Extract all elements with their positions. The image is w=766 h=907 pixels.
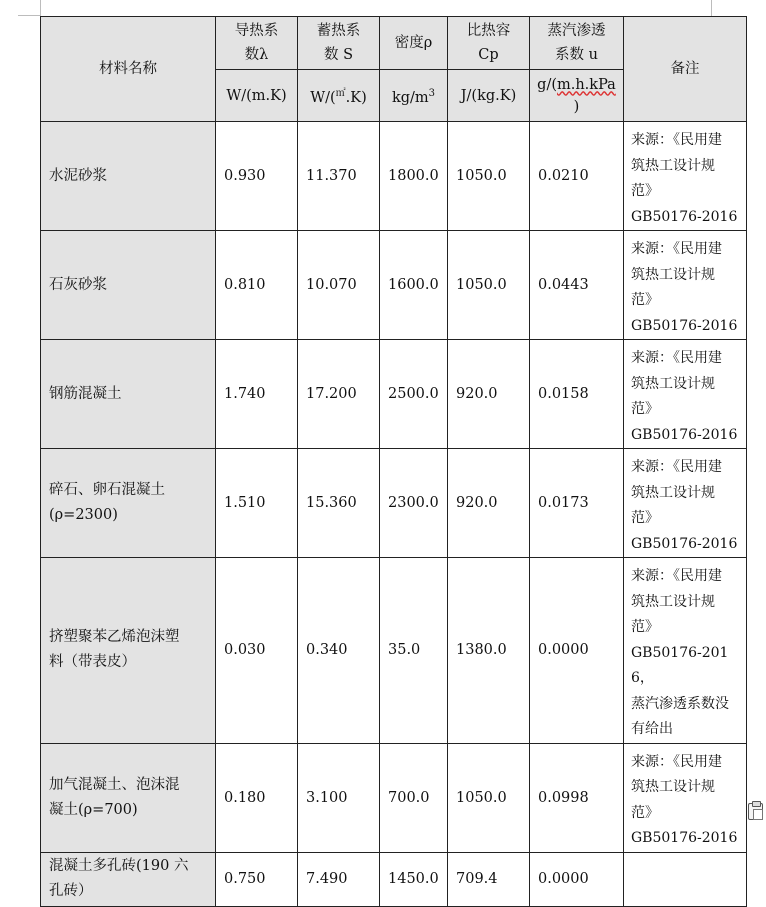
header-vapor-permeability bbox=[530, 17, 624, 70]
note-line: GB50176-2016 bbox=[631, 317, 738, 334]
note-line: 来源：《民用建 bbox=[631, 459, 722, 475]
note-line: 范》 bbox=[631, 804, 659, 821]
material-name-text: 石灰砂浆 bbox=[49, 276, 107, 293]
vapor-permeability-value: 0.0000 bbox=[530, 558, 624, 744]
vapor-permeability-value: 0.0210 bbox=[530, 122, 624, 231]
header-specific-heat-line1: 比热容 bbox=[466, 23, 511, 39]
unit-storage-sq: ㎡ bbox=[335, 87, 346, 99]
conductivity-value: 0.810 bbox=[216, 231, 298, 340]
note-line: GB50176-2016， bbox=[631, 644, 729, 686]
header-conductivity-line2: 数λ bbox=[244, 47, 269, 63]
note-cell bbox=[624, 743, 747, 852]
specific-heat-value: 920.0 bbox=[448, 340, 530, 449]
material-name-line: 碎石、卵石混凝土 bbox=[49, 482, 165, 498]
material-name-line: 料（带表皮） bbox=[49, 654, 136, 671]
note-line: 筑热工设计规 bbox=[631, 593, 715, 610]
specific-heat-value: 1050.0 bbox=[448, 743, 530, 852]
density-value: 700.0 bbox=[380, 743, 448, 852]
header-specific-heat bbox=[448, 17, 530, 70]
unit-vapor-mid: m.h.kPa bbox=[556, 76, 616, 93]
heat-storage-value: 10.070 bbox=[298, 231, 380, 340]
note-cell bbox=[624, 449, 747, 558]
note-line: 来源：《民用建 bbox=[631, 568, 722, 584]
note-line: 来源：《民用建 bbox=[631, 241, 722, 257]
note-line: 筑热工设计规 bbox=[631, 375, 715, 392]
unit-heat-storage bbox=[298, 70, 380, 122]
unit-storage-suffix: .K) bbox=[345, 89, 367, 106]
material-name bbox=[41, 558, 216, 744]
material-name-line: 孔砖） bbox=[49, 883, 93, 899]
material-name-line: 加气混凝土、泡沫混 bbox=[49, 776, 180, 793]
material-name-line: 凝土(ρ=700) bbox=[49, 801, 138, 818]
unit-vapor-suffix: ) bbox=[573, 98, 580, 115]
heat-storage-value: 15.360 bbox=[298, 449, 380, 558]
unit-conductivity: W/(m.K) bbox=[216, 70, 298, 122]
header-material-name: 材料名称 bbox=[41, 17, 216, 122]
header-row bbox=[41, 17, 747, 70]
note-line: 蒸汽渗透系数没 bbox=[631, 695, 729, 712]
vapor-permeability-value: 0.0000 bbox=[530, 852, 624, 906]
table-row bbox=[41, 231, 747, 340]
header-conductivity bbox=[216, 17, 298, 70]
header-vapor-line2: 系数 u bbox=[555, 47, 598, 63]
note-line: GB50176-2016 bbox=[631, 830, 738, 846]
table-row bbox=[41, 449, 747, 558]
header-specific-heat-line2: Cp bbox=[478, 47, 499, 63]
unit-specific-heat: J/(kg.K) bbox=[448, 70, 530, 122]
material-name-line: 混凝土多孔砖(190 六 bbox=[49, 858, 189, 874]
density-value: 35.0 bbox=[380, 558, 448, 744]
note-line: 筑热工设计规 bbox=[631, 484, 715, 501]
conductivity-value: 0.180 bbox=[216, 743, 298, 852]
material-name bbox=[41, 340, 216, 449]
margin-guide-right bbox=[711, 0, 712, 16]
table-row bbox=[41, 743, 747, 852]
note-line: 筑热工设计规 bbox=[631, 779, 715, 795]
note-line: 来源：《民用建 bbox=[631, 350, 722, 366]
note-line: GB50176-2016 bbox=[631, 426, 738, 443]
material-name-line: (ρ=2300) bbox=[49, 507, 118, 523]
heat-storage-value: 11.370 bbox=[298, 122, 380, 231]
header-storage-line1: 蓄热系 bbox=[316, 23, 361, 39]
heat-storage-value: 3.100 bbox=[298, 743, 380, 852]
material-name bbox=[41, 852, 216, 906]
note-line: 范》 bbox=[631, 292, 659, 308]
material-name-text: 水泥砂浆 bbox=[49, 167, 107, 184]
material-name bbox=[41, 122, 216, 231]
heat-storage-value: 7.490 bbox=[298, 852, 380, 906]
note-line: 范》 bbox=[631, 619, 659, 635]
heat-storage-value: 17.200 bbox=[298, 340, 380, 449]
heat-storage-value: 0.340 bbox=[298, 558, 380, 744]
note-line: 筑热工设计规 bbox=[631, 266, 715, 283]
header-vapor-line1: 蒸汽渗透 bbox=[547, 23, 606, 39]
unit-density bbox=[380, 70, 448, 122]
unit-density-exp: 3 bbox=[428, 87, 436, 99]
note-cell bbox=[624, 852, 747, 906]
unit-density-base: kg/m bbox=[391, 89, 429, 106]
note-cell bbox=[624, 231, 747, 340]
conductivity-value: 0.030 bbox=[216, 558, 298, 744]
note-line: GB50176-2016 bbox=[631, 208, 738, 225]
density-value: 1450.0 bbox=[380, 852, 448, 906]
header-storage-line2: 数 S bbox=[323, 47, 354, 63]
table-body bbox=[41, 122, 747, 907]
unit-vapor-permeability bbox=[530, 70, 624, 122]
material-name bbox=[41, 449, 216, 558]
header-heat-storage bbox=[298, 17, 380, 70]
specific-heat-value: 920.0 bbox=[448, 449, 530, 558]
conductivity-value: 1.740 bbox=[216, 340, 298, 449]
table-row bbox=[41, 122, 747, 231]
vapor-permeability-value: 0.0158 bbox=[530, 340, 624, 449]
conductivity-value: 0.750 bbox=[216, 852, 298, 906]
note-line: 范》 bbox=[631, 183, 659, 199]
note-cell bbox=[624, 558, 747, 744]
material-properties-table bbox=[40, 16, 747, 907]
header-note: 备注 bbox=[624, 17, 747, 122]
unit-vapor-prefix: g/( bbox=[537, 76, 557, 93]
note-cell bbox=[624, 122, 747, 231]
table-row bbox=[41, 852, 747, 906]
density-value: 1600.0 bbox=[380, 231, 448, 340]
margin-guide-left bbox=[40, 0, 41, 16]
specific-heat-value: 709.4 bbox=[448, 852, 530, 906]
table-row bbox=[41, 340, 747, 449]
note-line: 范》 bbox=[631, 401, 659, 417]
vapor-permeability-value: 0.0998 bbox=[530, 743, 624, 852]
density-value: 1800.0 bbox=[380, 122, 448, 231]
material-name bbox=[41, 743, 216, 852]
note-line: GB50176-2016 bbox=[631, 535, 738, 552]
header-density: 密度ρ bbox=[380, 17, 448, 70]
note-line: 筑热工设计规 bbox=[631, 157, 715, 174]
specific-heat-value: 1050.0 bbox=[448, 122, 530, 231]
material-name-text: 钢筋混凝土 bbox=[49, 385, 122, 402]
material-name-line: 挤塑聚苯乙烯泡沫塑 bbox=[49, 629, 180, 646]
vapor-permeability-value: 0.0173 bbox=[530, 449, 624, 558]
specific-heat-value: 1050.0 bbox=[448, 231, 530, 340]
note-cell bbox=[624, 340, 747, 449]
density-value: 2300.0 bbox=[380, 449, 448, 558]
conductivity-value: 1.510 bbox=[216, 449, 298, 558]
paste-options-icon[interactable] bbox=[748, 803, 763, 820]
material-name bbox=[41, 231, 216, 340]
vapor-permeability-value: 0.0443 bbox=[530, 231, 624, 340]
margin-guide-top-left bbox=[18, 15, 40, 16]
note-line: 范》 bbox=[631, 510, 659, 526]
conductivity-value: 0.930 bbox=[216, 122, 298, 231]
note-line: 有给出 bbox=[631, 721, 673, 737]
table-row bbox=[41, 558, 747, 744]
note-line: 来源：《民用建 bbox=[631, 132, 722, 148]
density-value: 2500.0 bbox=[380, 340, 448, 449]
unit-storage-prefix: W/( bbox=[310, 89, 336, 106]
specific-heat-value: 1380.0 bbox=[448, 558, 530, 744]
note-line: 来源：《民用建 bbox=[631, 753, 722, 770]
header-conductivity-line1: 导热系 bbox=[234, 23, 279, 39]
